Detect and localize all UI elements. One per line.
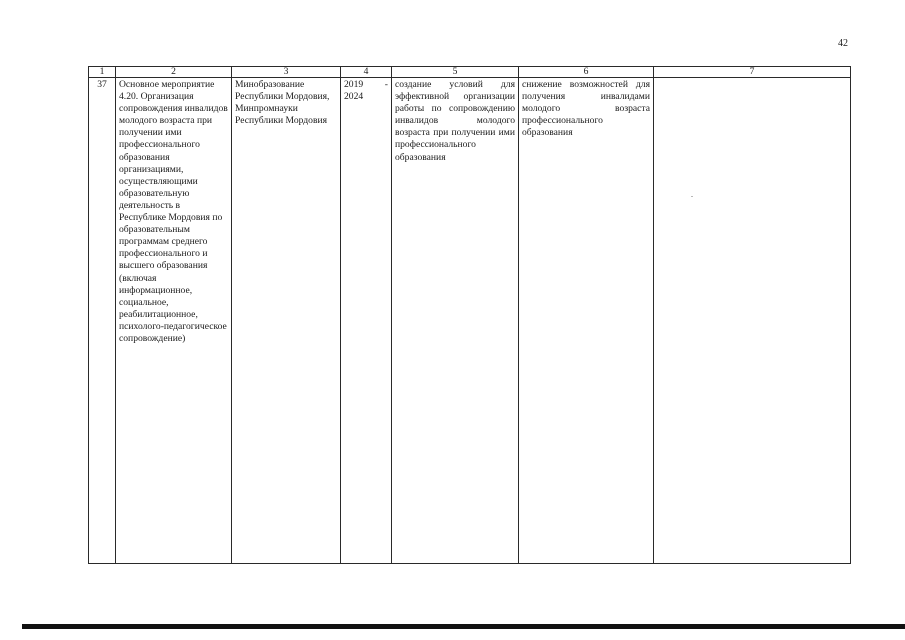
- consequence-cell: снижение возможностей для получения инвалидами молодого возраста профессионального образования: [519, 78, 654, 564]
- indicator-cell: [654, 78, 851, 564]
- period-end: 2024: [344, 91, 364, 103]
- column-header-7: 7: [654, 67, 851, 78]
- table-row: [89, 78, 851, 564]
- responsible-cell: Минобразование Республики Мордовия, Минпромнауки Республики Мордовия: [232, 78, 341, 564]
- period-start: 2019: [344, 79, 364, 90]
- activity-cell: Основное мероприятие 4.20. Организация сопровождения инвалидов молодого возраста при получении ими профессионального образования организациями, осуществляющими образовательную деятельность в Республике Мордовия по образовательным программам среднего профессионального и высшего образования (включая информационное, социальное, реабилитационное, психолого-педагогическое сопровождение): [116, 78, 232, 564]
- column-header-4: 4: [341, 67, 392, 78]
- period-start-line: [344, 79, 388, 91]
- column-header-1: 1: [89, 67, 116, 78]
- page-number: 42: [838, 38, 848, 49]
- period-cell: [341, 78, 392, 564]
- result-cell: создание условий для эффективной организации работы по сопровождению инвалидов молодого возраста при получении ими профессионального образования: [392, 78, 519, 564]
- row-number-cell: 37: [89, 78, 116, 564]
- measures-table: [88, 66, 851, 564]
- scan-speck: [691, 196, 693, 197]
- column-header-3: 3: [232, 67, 341, 78]
- column-header-2: 2: [116, 67, 232, 78]
- scan-edge-bar: [22, 624, 905, 629]
- header-row: [89, 67, 851, 78]
- column-header-5: 5: [392, 67, 519, 78]
- period-dash: -: [384, 79, 388, 90]
- column-header-6: 6: [519, 67, 654, 78]
